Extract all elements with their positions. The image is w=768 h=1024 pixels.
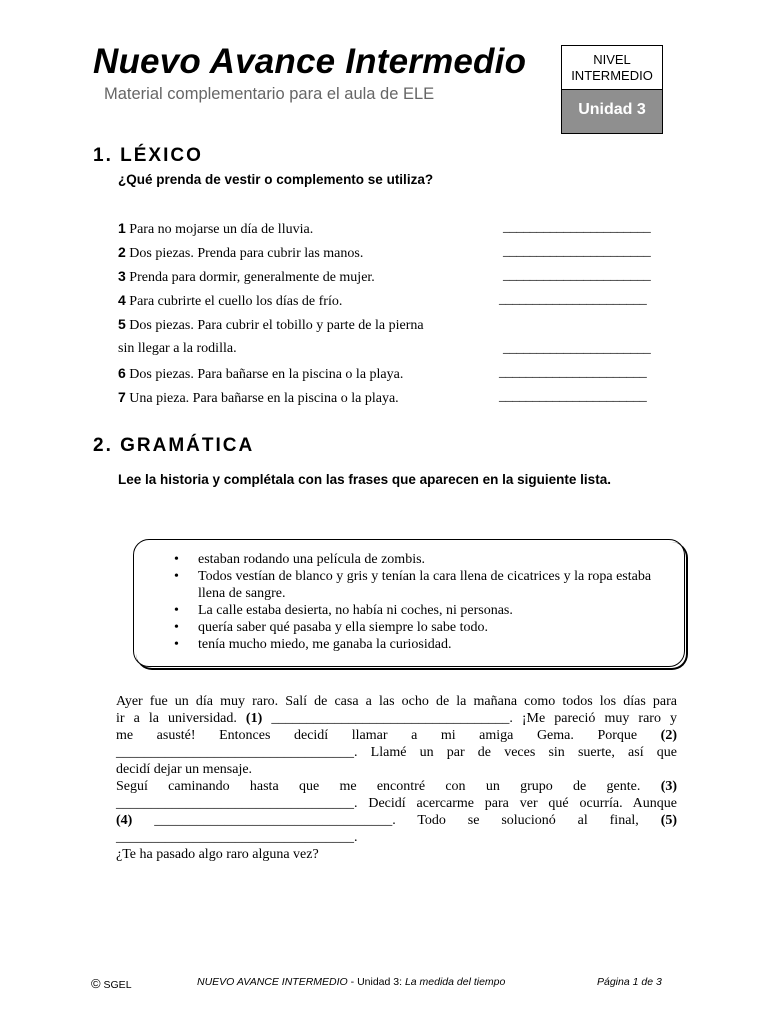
- answer-blank[interactable]: ______________________: [499, 365, 647, 380]
- series-name: NUEVO AVANCE INTERMEDIO: [197, 976, 348, 988]
- page-number: Página 1 de 3: [597, 976, 662, 988]
- level-box: [561, 45, 663, 134]
- story-text: ir a la universidad.: [116, 711, 237, 726]
- section-heading-gramatica: 2. GRAMÁTICA: [93, 435, 255, 456]
- story-line: [116, 778, 677, 795]
- story-line: [116, 727, 677, 744]
- section-question: ¿Qué prenda de vestir o complemento se utiliza?: [118, 172, 434, 187]
- item-number: 5: [118, 316, 126, 332]
- footer-copyright: [91, 976, 132, 991]
- phrase-list: [174, 551, 674, 653]
- item-number: 6: [118, 365, 126, 381]
- unit-badge: Unidad 3: [562, 90, 662, 133]
- story-line: [116, 710, 677, 727]
- document-title: Nuevo Avance Intermedio: [93, 42, 527, 81]
- list-item: [118, 389, 399, 407]
- bullet-icon: •: [174, 620, 179, 635]
- blank-marker-2: (2): [660, 728, 677, 743]
- list-item: [174, 568, 674, 602]
- phrase-text: estaban rodando una película de zombis.: [198, 552, 426, 567]
- answer-blank[interactable]: ______________________: [503, 220, 651, 235]
- instruction-text: Lee la historia y complétala con las frases que aparecen en la siguiente lista.: [118, 472, 611, 487]
- level-line-1: NIVEL: [593, 52, 631, 67]
- section-heading-lexico: 1. LÉXICO: [93, 145, 203, 166]
- story-text: me asusté! Entonces decidí llamar a mi amiga Gema. Porque: [116, 728, 638, 743]
- unit-title: La medida del tiempo: [404, 976, 506, 988]
- story-text: Seguí caminando hasta que me encontré con un grupo de gente.: [116, 779, 641, 794]
- item-text: Dos piezas. Para bañarse en la piscina o la playa.: [129, 367, 404, 382]
- list-item: [118, 244, 363, 262]
- blank-marker-3: (3): [660, 779, 678, 794]
- answer-blank[interactable]: ______________________: [503, 244, 651, 259]
- level-line-2: INTERMEDIO: [571, 68, 653, 83]
- item-text: Para cubrirte el cuello los días de frío.: [129, 294, 343, 309]
- bullet-icon: •: [174, 637, 179, 652]
- unit-prefix: - Unidad 3:: [350, 976, 403, 988]
- list-item: [118, 268, 375, 286]
- phrase-box: [133, 539, 685, 667]
- list-item: [174, 636, 674, 653]
- list-item: [118, 316, 424, 334]
- answer-blank[interactable]: __________________________________. ¡Me pareció muy raro y: [271, 711, 678, 726]
- story-line[interactable]: __________________________________.: [116, 830, 358, 845]
- story-line[interactable]: __________________________________. Decidí acercarme para ver qué ocurría. Aunque: [116, 796, 677, 811]
- phrase-text: Todos vestían de blanco y gris y tenían la cara llena de cicatrices y la ropa estaba llena de sangre.: [198, 569, 652, 601]
- publisher-name: SGEL: [103, 979, 132, 991]
- story-line: Ayer fue un día muy raro. Salí de casa a las ocho de la mañana como todos los días para: [116, 694, 677, 709]
- item-number: 3: [118, 268, 126, 284]
- footer-title: [197, 976, 505, 988]
- item-text: Dos piezas. Prenda para cubrir las manos.: [129, 246, 364, 261]
- list-item: [174, 619, 674, 636]
- list-item: [118, 220, 313, 238]
- phrase-text: quería saber qué pasaba y ella siempre lo sabe todo.: [198, 620, 489, 635]
- item-text: Dos piezas. Para cubrir el tobillo y parte de la pierna: [129, 318, 424, 333]
- item-text: Una pieza. Para bañarse en la piscina o la playa.: [129, 391, 399, 406]
- phrase-text: tenía mucho miedo, me ganaba la curiosidad.: [198, 637, 452, 652]
- blank-marker-5: (5): [660, 813, 678, 828]
- list-item: [118, 292, 342, 310]
- item-number: 7: [118, 389, 126, 405]
- answer-blank[interactable]: __________________________________. Todo se solucionó al final,: [154, 813, 639, 828]
- blank-marker-1: (1): [245, 711, 263, 726]
- item-number: 1: [118, 220, 126, 236]
- copyright-icon: ©: [91, 976, 101, 991]
- list-item: [118, 365, 403, 383]
- bullet-icon: •: [174, 603, 179, 618]
- list-item: [174, 602, 674, 619]
- item-text: Prenda para dormir, generalmente de mujer.: [129, 270, 375, 285]
- story-line: ¿Te ha pasado algo raro alguna vez?: [116, 847, 319, 862]
- phrase-text: La calle estaba desierta, no había ni coches, ni personas.: [198, 603, 513, 618]
- item-text-continued: sin llegar a la rodilla.: [118, 341, 237, 356]
- story-line: decidí dejar un mensaje.: [116, 762, 253, 777]
- answer-blank[interactable]: ______________________: [503, 268, 651, 283]
- answer-blank[interactable]: ______________________: [503, 341, 651, 356]
- story-line: [116, 812, 677, 829]
- document-subtitle: Material complementario para el aula de ELE: [104, 85, 435, 103]
- item-number: 4: [118, 292, 126, 308]
- level-label: [562, 46, 662, 90]
- answer-blank[interactable]: ______________________: [499, 292, 647, 307]
- bullet-icon: •: [174, 569, 179, 584]
- bullet-icon: •: [174, 552, 179, 567]
- item-text: Para no mojarse un día de lluvia.: [129, 222, 314, 237]
- story-paragraph: [116, 693, 677, 863]
- blank-marker-4: (4): [116, 813, 133, 828]
- answer-blank[interactable]: ______________________: [499, 389, 647, 404]
- list-item: [174, 551, 674, 568]
- item-number: 2: [118, 244, 126, 260]
- story-line[interactable]: __________________________________. Llamé un par de veces sin suerte, así que: [116, 745, 677, 760]
